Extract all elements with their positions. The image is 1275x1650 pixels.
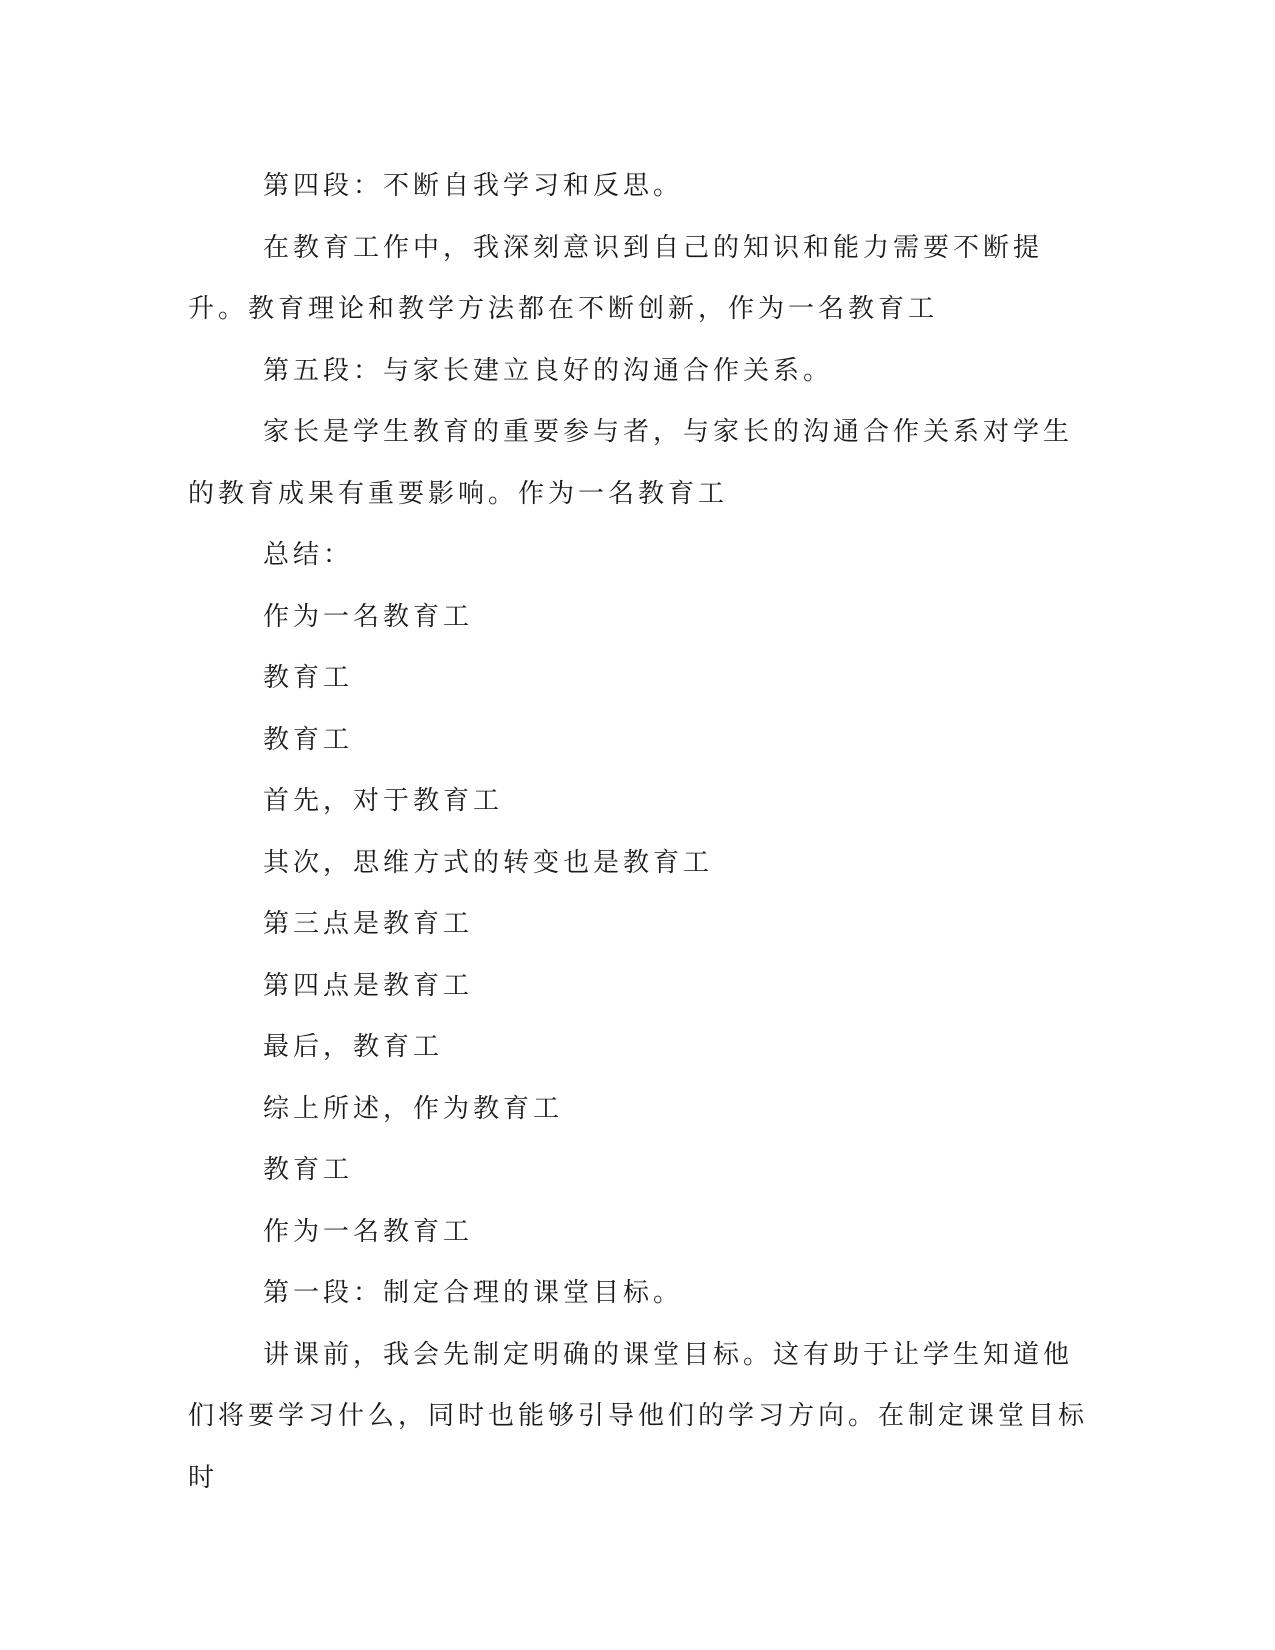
document-body [188,156,1088,1509]
paragraph-15: 教育工 [263,1155,354,1185]
paragraph-10: 其次，思维方式的转变也是教育工 [263,847,714,878]
paragraph-12: 第四点是教育工 [263,970,474,1001]
paragraph-3: 第五段：与家长建立良好的沟通合作关系。 [263,355,834,386]
paragraph-13: 最后，教育工 [263,1032,444,1062]
paragraph-17: 第一段：制定合理的课堂目标。 [263,1278,684,1308]
paragraph-14: 综上所述，作为教育工 [263,1093,564,1124]
paragraph-18: 讲课前，我会先制定明确的课堂目标。这有助于让学生知道他们将要学习什么，同时也能够引导他们的学习方向。在制定课堂目标时 [188,1339,1089,1493]
paragraph-5: 总结： [263,540,354,570]
paragraph-2: 在教育工作中，我深刻意识到自己的知识和能力需要不断提升。教育理论和教学方法都在不断创新，作为一名教育工 [188,232,1044,324]
paragraph-9: 首先，对于教育工 [263,786,504,816]
paragraph-8: 教育工 [263,724,354,755]
paragraph-16: 作为一名教育工 [263,1216,474,1247]
paragraph-1: 第四段：不断自我学习和反思。 [263,171,684,201]
paragraph-4: 家长是学生教育的重要参与者，与家长的沟通合作关系对学生的教育成果有重要影响。作为一名教育工 [188,417,1074,509]
paragraph-6: 作为一名教育工 [263,601,474,632]
paragraph-11: 第三点是教育工 [263,909,474,939]
paragraph-7: 教育工 [263,663,354,693]
